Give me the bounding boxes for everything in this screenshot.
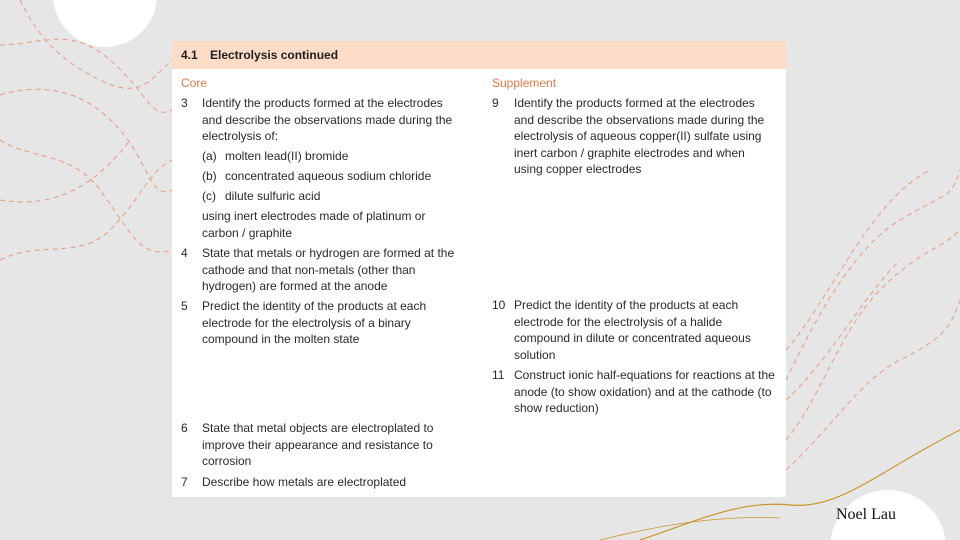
subitem-text: dilute sulfuric acid [225,189,321,203]
item-text: Predict the identity of the products at each electrode for the electrolysis of a binary compound in the molten state [202,299,427,346]
core-note: using inert electrodes made of platinum or carbon / graphite [202,209,426,240]
item-number: 10 [492,298,506,312]
subitem-label: (a) [202,149,217,163]
item-number: 7 [181,475,188,489]
syllabus-card [172,41,786,497]
item-text: Describe how metals are electroplated [202,475,407,489]
item-number: 11 [492,368,505,382]
section-title: Electrolysis continued [210,48,339,62]
section-number: 4.1 [181,48,198,62]
item-number: 4 [181,246,188,260]
author-name: Noel Lau [836,506,896,523]
section-header [172,41,786,69]
item-text: Identify the products formed at the electrodes and describe the observations made during the electrolysis of: [202,96,453,143]
item-text: Identify the products formed at the electrodes and describe the observations made during the electrolysis of aqueous copper(II) sulfate using inert carbon / graphite electrodes and when using copper electrodes [514,96,765,176]
item-text: State that metals or hydrogen are formed at the cathode and that non-metals (other than hydrogen) are formed at the anode [202,246,455,293]
decor-circle-top [53,0,157,47]
subitem-text: concentrated aqueous sodium chloride [225,169,432,183]
supplement-heading: Supplement [492,76,557,90]
decor-gold-line-thin [600,517,780,540]
item-number: 5 [181,299,188,313]
item-number: 3 [181,96,188,110]
subitem-label: (b) [202,169,217,183]
core-heading: Core [181,76,208,90]
item-number: 6 [181,421,188,435]
subitem-text: molten lead(II) bromide [225,149,349,163]
item-text: Construct ionic half-equations for reactions at the anode (to show oxidation) and at the cathode (to show reduction) [514,368,775,415]
item-text: Predict the identity of the products at each electrode for the electrolysis of a halide compound in dilute or concentrated aqueous solution [514,298,751,362]
item-text: State that metal objects are electroplated to improve their appearance and resistance to corrosion [202,421,434,468]
subitem-label: (c) [202,189,216,203]
item-number: 9 [492,96,499,110]
